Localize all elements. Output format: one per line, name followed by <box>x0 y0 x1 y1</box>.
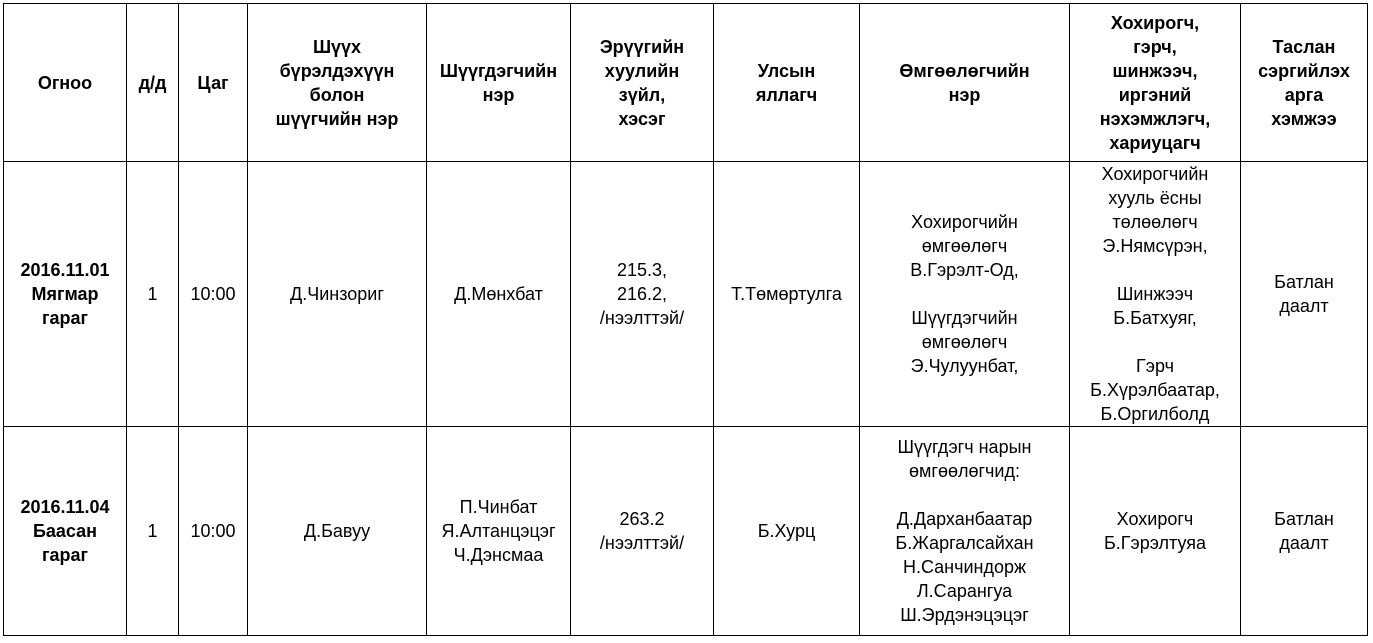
text-line: төлөөлөгч <box>1112 212 1198 232</box>
text-line: Б.Оргилболд <box>1100 404 1210 424</box>
text-line: Гэрч <box>1136 356 1174 376</box>
row-defense <box>860 162 1070 427</box>
text-line: хууль ёсны <box>1108 188 1202 208</box>
text-line: Б.Хүрэлбаатар, <box>1090 380 1220 400</box>
text-line: Шинжээч <box>1116 284 1194 304</box>
text-line: Хохирогч, <box>1110 12 1200 33</box>
text-line: гараг <box>41 308 88 328</box>
row-article <box>571 162 714 427</box>
court-schedule-table <box>3 3 1368 636</box>
text-line: Б.Батхуяг, <box>1113 308 1197 328</box>
row-defense <box>860 427 1070 636</box>
text-line: иргэний <box>1118 84 1192 105</box>
text-line: 2016.11.01 <box>20 260 110 280</box>
text-line: даалт <box>1279 296 1329 316</box>
text-line: 2016.11.04 <box>20 497 110 517</box>
row-defendant <box>427 162 571 427</box>
text-line: Д.Мөнхбат <box>454 284 543 304</box>
text-line: Б.Жаргалсайхан <box>895 533 1034 553</box>
row-measure <box>1241 162 1368 427</box>
text-line: өмгөөлөгч <box>921 332 1008 352</box>
text-line: /нээлттэй/ <box>599 533 685 553</box>
text-line: нэр <box>948 84 981 105</box>
text-line: сэргийлэх <box>1258 60 1350 81</box>
text-line: өмгөөлөгч <box>921 236 1008 256</box>
text-line: 216.2, <box>616 284 668 304</box>
text-line: Батлан <box>1274 509 1334 529</box>
text-line: П.Чинбат <box>459 497 538 517</box>
text-line: Ч.Дэнсмаа <box>453 545 544 565</box>
row-judge: Д.Чинзориг <box>248 162 427 427</box>
text-line: гараг <box>41 545 88 565</box>
text-line: Баасан <box>32 521 98 541</box>
row-date <box>4 427 127 636</box>
text-line: Хохирогчийн <box>1101 164 1209 184</box>
row-time: 10:00 <box>179 427 248 636</box>
text-line: 263.2 <box>619 509 665 529</box>
text-line: Шүүгдэгчийн <box>911 308 1018 328</box>
row-prosecutor: Б.Хурц <box>714 427 860 636</box>
text-line: хуулийн <box>604 60 680 81</box>
row-victim <box>1070 427 1241 636</box>
text-line: Б.Гэрэлтуяа <box>1103 533 1207 553</box>
text-line: Э.Нямсүрэн, <box>1102 236 1208 256</box>
text-line: Я.Алтанцэцэг <box>441 521 556 541</box>
table-row <box>4 427 1368 636</box>
header-measure <box>1241 4 1368 162</box>
text-line: Хохирогчийн <box>911 212 1018 232</box>
row-article <box>571 427 714 636</box>
row-defendant <box>427 427 571 636</box>
text-line: шинжээч, <box>1112 60 1198 81</box>
text-line: Д.Дарханбаатар <box>896 509 1033 529</box>
text-line: хариуцагч <box>1109 132 1201 153</box>
text-line: Мягмар <box>31 284 99 304</box>
row-prosecutor: Т.Төмөртулга <box>714 162 860 427</box>
header-victim <box>1070 4 1241 162</box>
table-row <box>4 162 1368 427</box>
text-line: нэр <box>482 84 515 105</box>
text-line: даалт <box>1279 533 1329 553</box>
text-line: Шүүгдэгчийн <box>439 60 558 81</box>
text-line: Л.Сарангуа <box>916 581 1013 601</box>
header-time: Цаг <box>179 4 248 162</box>
text-line: өмгөөлөгчид: <box>909 461 1020 481</box>
header-defendant <box>427 4 571 162</box>
text-line: яллагч <box>755 84 818 105</box>
text-line: шүүгчийн нэр <box>275 108 399 129</box>
text-line: /нээлттэй/ <box>599 308 685 328</box>
text-line: Шүүгдэгч нарын <box>897 437 1032 457</box>
line-gap <box>1074 258 1236 282</box>
text-line: Өмгөөлөгчийн <box>899 60 1030 81</box>
header-defense <box>860 4 1070 162</box>
text-line: болон <box>309 84 365 105</box>
row-victim <box>1070 162 1241 427</box>
header-num: д/д <box>127 4 179 162</box>
line-gap <box>1074 330 1236 354</box>
row-time: 10:00 <box>179 162 248 427</box>
header-judge <box>248 4 427 162</box>
text-line: нэхэмжлэгч, <box>1099 108 1211 129</box>
text-line: Ш.Эрдэнэцэцэг <box>900 605 1029 625</box>
line-gap <box>864 483 1065 507</box>
text-line: Улсын <box>757 60 816 81</box>
text-line: хэсэг <box>618 108 666 129</box>
text-line: бүрэлдэхүүн <box>279 60 395 81</box>
header-prosecutor <box>714 4 860 162</box>
text-line: арга <box>1284 84 1324 105</box>
row-measure <box>1241 427 1368 636</box>
text-line: В.Гэрэлт-Од, <box>910 260 1019 280</box>
row-num: 1 <box>127 427 179 636</box>
text-line: Батлан <box>1274 272 1334 292</box>
text-line: Шүүх <box>312 36 362 57</box>
header-date: Огноо <box>4 4 127 162</box>
text-line: хэмжээ <box>1271 108 1337 129</box>
text-line: Хохирогч <box>1116 509 1194 529</box>
row-date <box>4 162 127 427</box>
text-line: Таслан <box>1272 36 1336 57</box>
text-line: зүйл, <box>618 84 666 105</box>
header-article <box>571 4 714 162</box>
text-line: Э.Чулуунбат, <box>910 356 1019 376</box>
line-gap <box>864 282 1065 306</box>
text-line: Эрүүгийн <box>599 36 685 57</box>
header-row <box>4 4 1368 162</box>
row-num: 1 <box>127 162 179 427</box>
text-line: 215.3, <box>616 260 668 280</box>
text-line: Н.Санчиндорж <box>902 557 1027 577</box>
row-judge: Д.Бавуу <box>248 427 427 636</box>
text-line: гэрч, <box>1133 36 1177 57</box>
